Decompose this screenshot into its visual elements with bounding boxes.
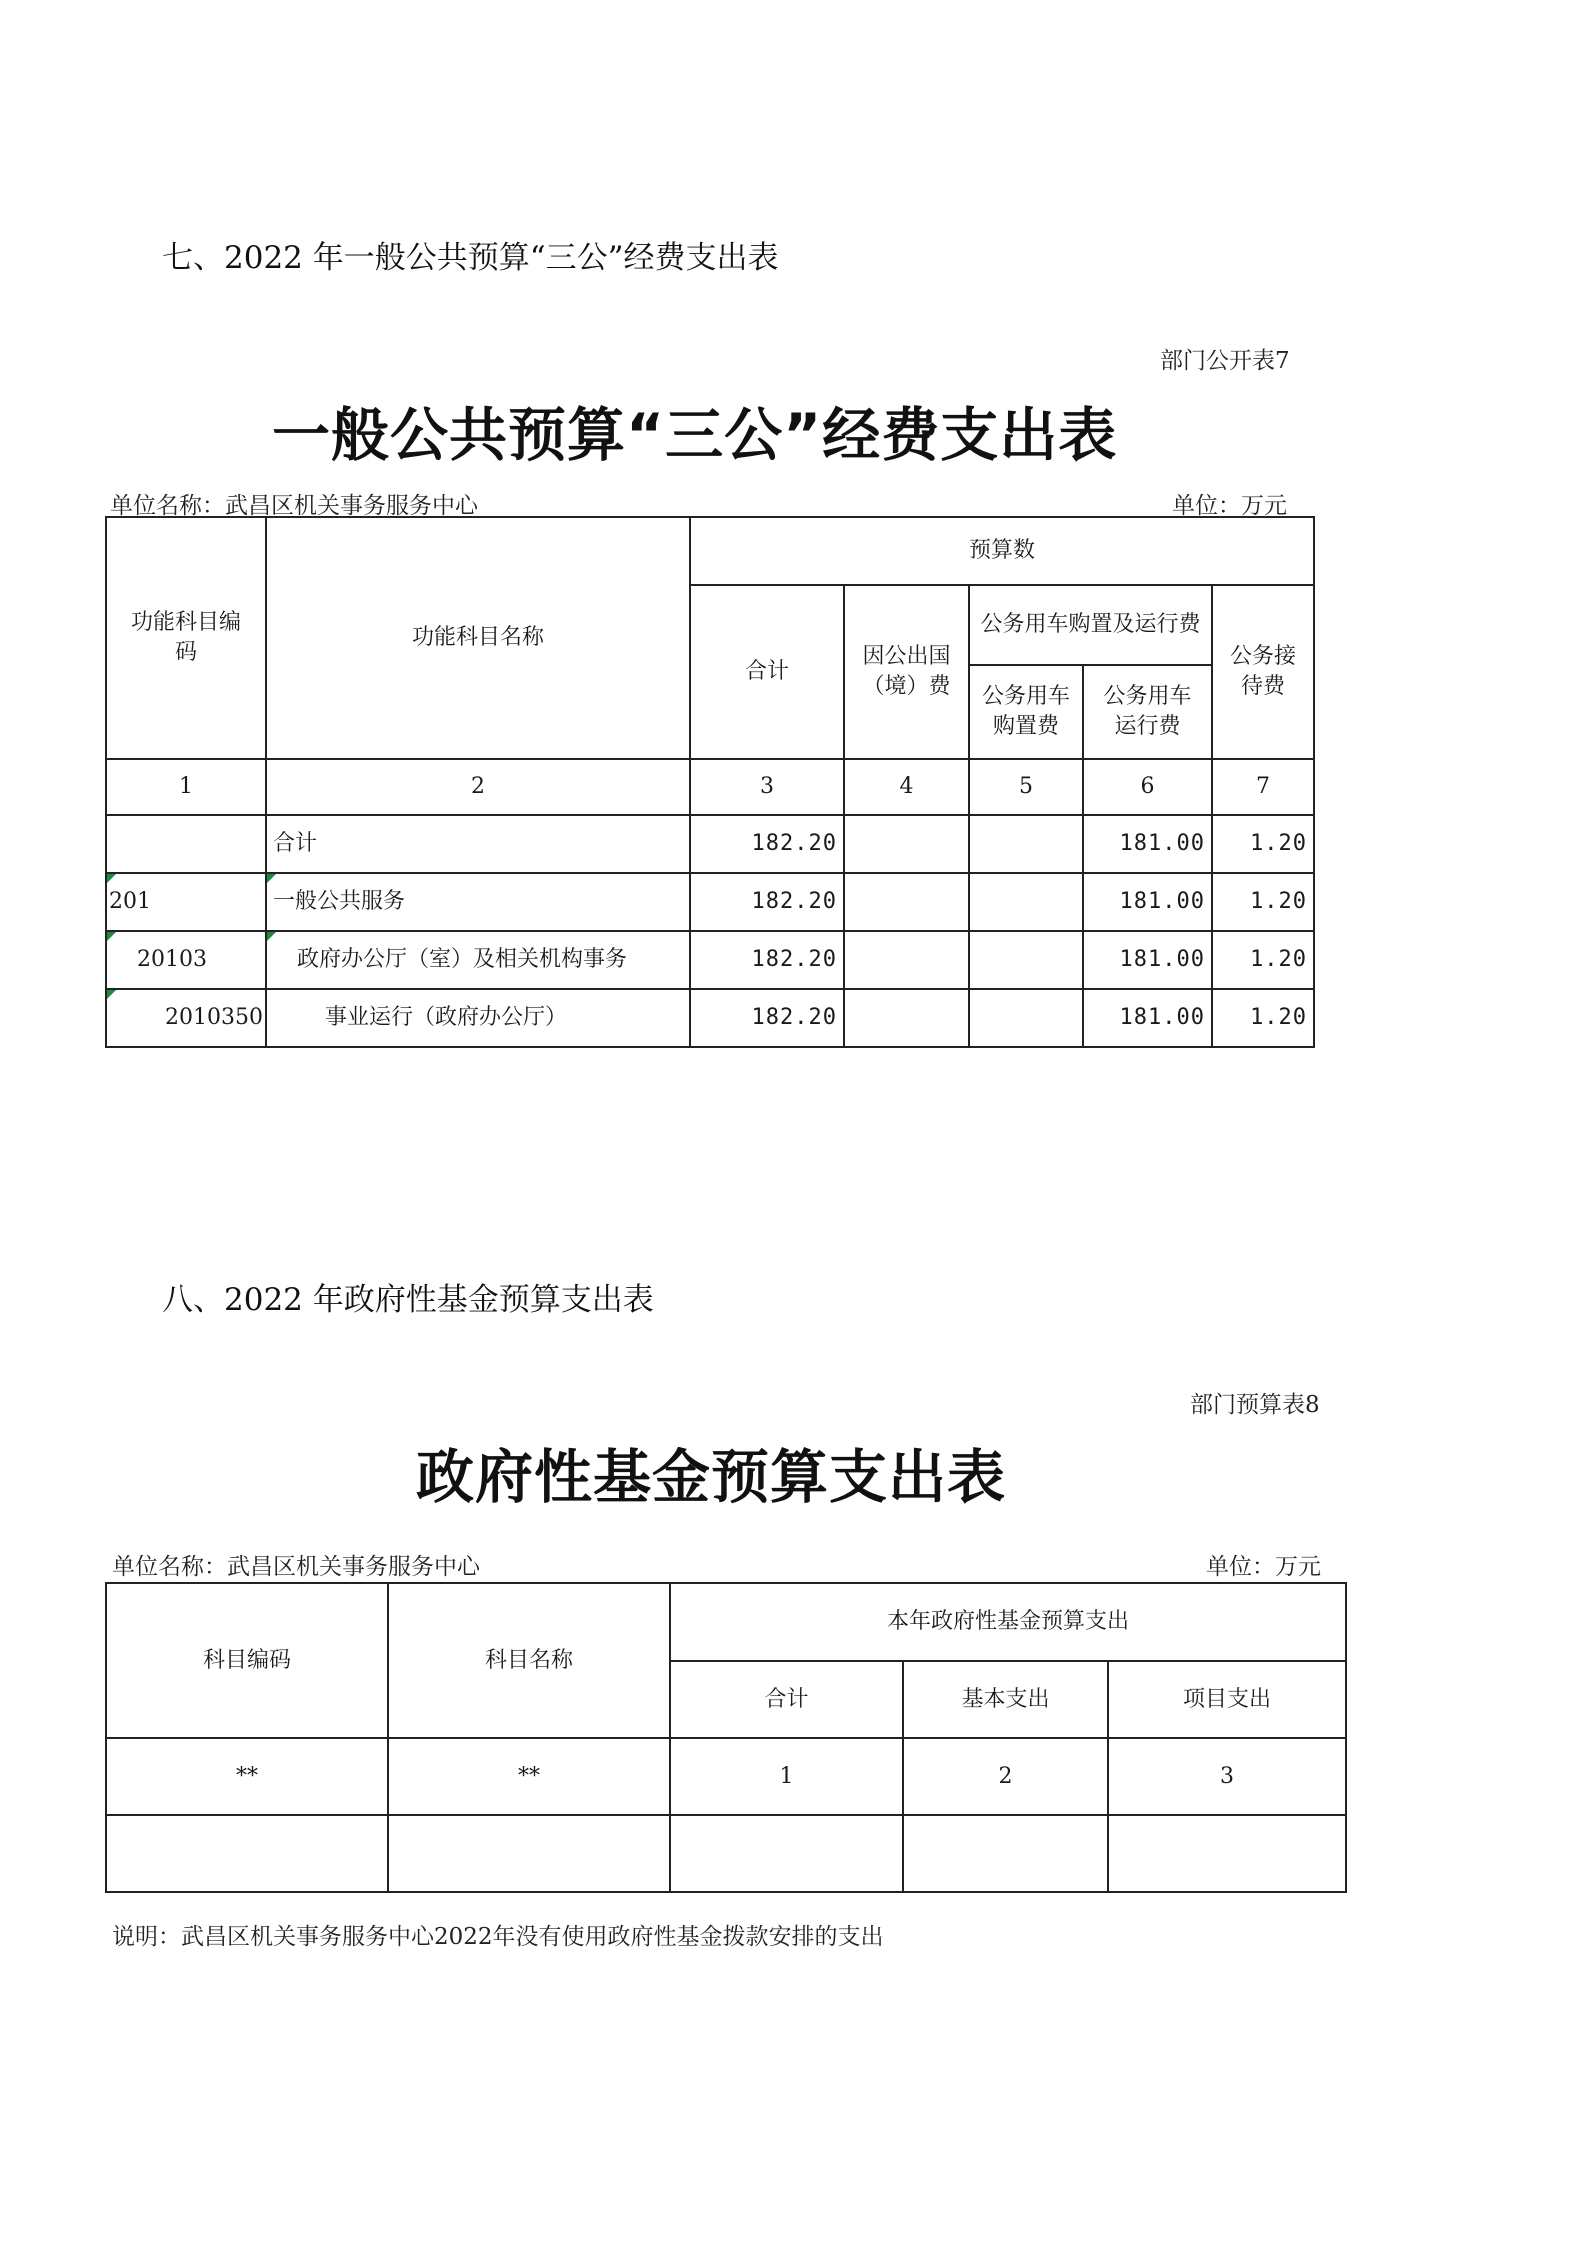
row-name: 政府办公厅（室）及相关机构事务 (297, 947, 628, 973)
row-reception: 1.20 (1212, 815, 1314, 873)
header-basic: 基本支出 (903, 1661, 1108, 1738)
row-run: 181.00 (1083, 873, 1212, 931)
row-code: 2010350 (165, 1005, 263, 1031)
government-fund-table (105, 1582, 1347, 1893)
row-total: 182.20 (690, 815, 844, 873)
header-abroad: 因公出国（境）费 (844, 585, 969, 759)
header-total: 合计 (690, 585, 844, 759)
row-run: 181.00 (1083, 931, 1212, 989)
comment-marker-icon (267, 932, 276, 941)
section7-unit: 单位：万元 (1172, 493, 1287, 519)
header-name: 功能科目名称 (266, 517, 690, 759)
header-vehicle: 公务用车购置及运行费 (969, 585, 1212, 665)
row-total: 182.20 (690, 931, 844, 989)
empty-cell (106, 1815, 388, 1892)
empty-cell (1108, 1815, 1346, 1892)
header-name: 科目名称 (388, 1583, 670, 1738)
row-name: 合计 (266, 815, 690, 873)
header-project: 项目支出 (1108, 1661, 1346, 1738)
index-cell: ** (106, 1738, 388, 1815)
row-name-cell (266, 873, 690, 931)
index-cell: 2 (903, 1738, 1108, 1815)
row-code-cell (106, 931, 266, 989)
row-name: 一般公共服务 (273, 889, 406, 915)
comment-marker-icon (107, 874, 116, 883)
empty-cell (670, 1815, 903, 1892)
three-public-expense-table (105, 516, 1315, 1048)
section8-table-code: 部门预算表8 (1190, 1392, 1320, 1418)
row-code: 201 (109, 889, 151, 915)
empty-cell (903, 1815, 1108, 1892)
section7-heading: 七、2022 年一般公共预算“三公”经费支出表 (162, 240, 779, 276)
col-number: 7 (1212, 759, 1314, 815)
header-group: 本年政府性基金预算支出 (670, 1583, 1346, 1661)
index-cell: ** (388, 1738, 670, 1815)
row-purchase (969, 989, 1083, 1047)
row-abroad (844, 931, 969, 989)
section7-table-code: 部门公开表7 (1160, 348, 1290, 374)
section8-note: 说明：武昌区机关事务服务中心2022年没有使用政府性基金拨款安排的支出 (112, 1924, 884, 1950)
col-number: 2 (266, 759, 690, 815)
header-reception: 公务接待费 (1212, 585, 1314, 759)
section7-unit-name: 单位名称：武昌区机关事务服务中心 (110, 493, 478, 519)
section8-title: 政府性基金预算支出表 (416, 1443, 1007, 1511)
row-code (106, 815, 266, 873)
table-row (106, 873, 1314, 931)
section8-unit-name: 单位名称：武昌区机关事务服务中心 (112, 1554, 480, 1580)
row-total: 182.20 (690, 873, 844, 931)
row-abroad (844, 815, 969, 873)
comment-marker-icon (267, 874, 276, 883)
col-number: 4 (844, 759, 969, 815)
header-total: 合计 (670, 1661, 903, 1738)
row-purchase (969, 815, 1083, 873)
row-code-cell (106, 989, 266, 1047)
row-reception: 1.20 (1212, 931, 1314, 989)
row-run: 181.00 (1083, 815, 1212, 873)
comment-marker-icon (107, 990, 116, 999)
row-run: 181.00 (1083, 989, 1212, 1047)
empty-cell (388, 1815, 670, 1892)
section8-heading: 八、2022 年政府性基金预算支出表 (162, 1282, 654, 1318)
table-row (106, 989, 1314, 1047)
header-code: 功能科目编码 (106, 517, 266, 759)
col-number: 5 (969, 759, 1083, 815)
section7-title: 一般公共预算“三公”经费支出表 (272, 401, 1118, 469)
row-reception: 1.20 (1212, 989, 1314, 1047)
row-name: 事业运行（政府办公厅） (266, 989, 690, 1047)
row-purchase (969, 873, 1083, 931)
row-purchase (969, 931, 1083, 989)
header-budget: 预算数 (690, 517, 1314, 585)
index-cell: 3 (1108, 1738, 1346, 1815)
col-number: 6 (1083, 759, 1212, 815)
row-name-cell (266, 931, 690, 989)
table-row (106, 815, 1314, 873)
col-number: 3 (690, 759, 844, 815)
index-cell: 1 (670, 1738, 903, 1815)
header-code: 科目编码 (106, 1583, 388, 1738)
col-number: 1 (106, 759, 266, 815)
row-code: 20103 (137, 947, 207, 973)
table-row (106, 1815, 1346, 1892)
comment-marker-icon (107, 932, 116, 941)
table-row (106, 931, 1314, 989)
row-abroad (844, 989, 969, 1047)
row-code-cell (106, 873, 266, 931)
section8-unit: 单位：万元 (1206, 1554, 1321, 1580)
header-vehicle-purchase: 公务用车购置费 (969, 665, 1083, 759)
row-abroad (844, 873, 969, 931)
row-total: 182.20 (690, 989, 844, 1047)
row-reception: 1.20 (1212, 873, 1314, 931)
header-vehicle-run: 公务用车运行费 (1083, 665, 1212, 759)
